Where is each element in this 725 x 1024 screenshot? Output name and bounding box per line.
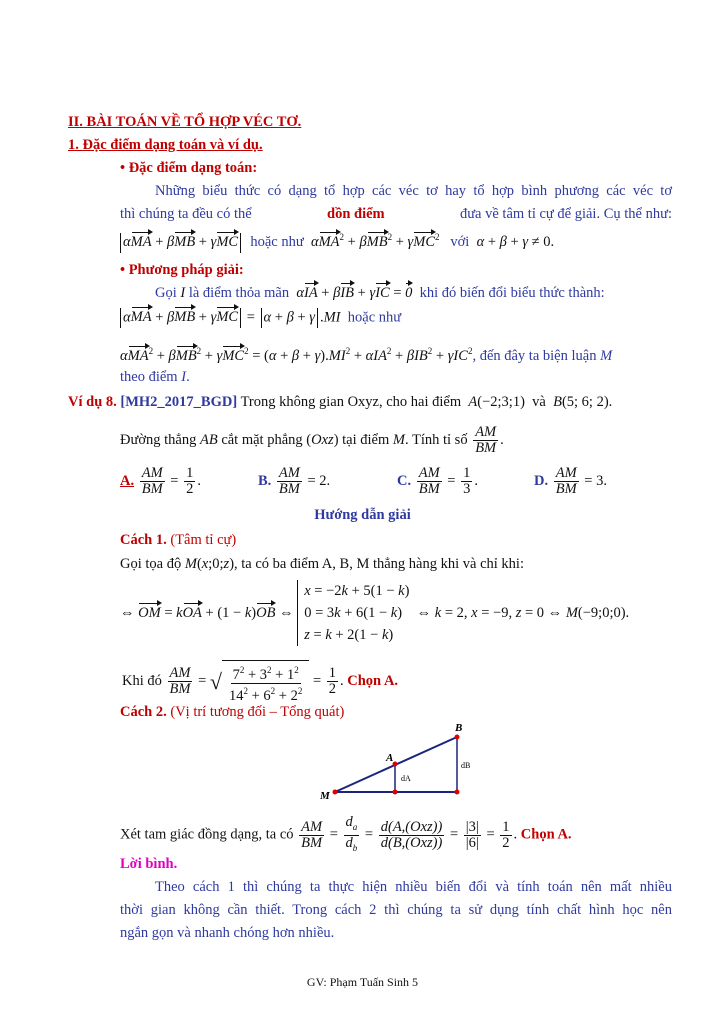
triangle-figure bbox=[310, 718, 490, 806]
point-B bbox=[455, 735, 460, 740]
label-M: M bbox=[320, 790, 330, 802]
method2-result: Xét tam giác đồng dạng, ta có $\frac{AM}{BM}$ = $\frac{d_a}{d_b}$ = $\frac{\text{d(A,(Oxz))}}{\text{d(B,(Oxz))}}$ = $\frac{|3|}{|6|}$ = $\frac{1}{2}$ . Chọn A. bbox=[120, 814, 572, 853]
p2-line3: $\alpha MA^2 + \beta MB^2 + \gamma MC^2 = (\alpha + \beta + \gamma).MI^2 + \alpha IA^2 + \beta IB^2 + \gamma IC^2$, đến đây ta biện luận M bbox=[120, 346, 613, 364]
label-A: A bbox=[386, 752, 394, 764]
foot-B bbox=[455, 790, 460, 795]
m2-text: Xét tam giác đồng dạng, ta có bbox=[120, 826, 294, 843]
method2-note: (Vị trí tương đối – Tổng quát) bbox=[170, 704, 345, 720]
p1-line2 bbox=[120, 205, 672, 223]
p1-line1: Những biểu thức có dạng tổ hợp các véc tơ hay tổ hợp bình phương các véc tơ bbox=[155, 183, 672, 199]
option-b-label: B. bbox=[258, 472, 272, 489]
p1-line2-a: thì chúng ta đều có thể bbox=[120, 206, 252, 222]
p1-formula-line: αMA + βMB + γMC hoặc như αMA$^2$ + βMB$^2$ + γMC$^2$ với α + β + γ ≠ 0. bbox=[118, 228, 554, 253]
m2-choose: Chọn A. bbox=[520, 826, 572, 843]
m1-text-a: Gọi tọa độ bbox=[120, 556, 182, 572]
example-text2a: Đường thẳng bbox=[120, 431, 197, 448]
example-text2c: tại điểm bbox=[342, 431, 390, 448]
p2-text-b: là điểm thỏa mãn bbox=[188, 285, 290, 301]
label-B: B bbox=[455, 722, 463, 734]
p2-line4: theo điểm I. bbox=[120, 369, 190, 385]
subsection-heading: 1. Đặc điểm dạng toán và ví dụ. bbox=[68, 137, 263, 153]
method1-label: Cách 1. bbox=[120, 532, 167, 548]
example-text2d: . Tính tỉ số bbox=[405, 431, 468, 448]
example-source: [MH2_2017_BGD] bbox=[120, 394, 238, 410]
p2-line1: Gọi I là điểm thỏa mãn αIA + βIB + γIC = 0 khi đó biến đổi biểu thức thành: bbox=[155, 285, 605, 301]
option-d-label: D. bbox=[534, 472, 549, 489]
method1-heading bbox=[120, 531, 236, 549]
bullet-features-title: • Đặc điểm dạng toán: bbox=[120, 160, 258, 176]
p2-line2: αMA + βMB + γMC = α + β + γ .MI hoặc như bbox=[118, 308, 401, 328]
p1-with: với bbox=[450, 233, 470, 250]
label-dB: dB bbox=[461, 761, 471, 770]
option-d: D. $\frac{AM}{BM}$ = 3. bbox=[534, 465, 607, 497]
method1-result: Khi đó $\frac{AM}{BM}$ = √ $\frac{7^2 + 3^2 + 1^2}{14^2 + 6^2 + 2^2}$ = $\frac{1}{2}$ . Chọn A. bbox=[122, 660, 398, 704]
example-and: và bbox=[532, 394, 546, 410]
method1-system: ⇔ OM = kOA + (1 − k)OB ⇔ x = −2k + 5(1 − k) 0 = 3k + 6(1 − k) z = k + 2(1 − k) ⇔ k = 2, x = −9, z = 0 ⇔ M(−9;0;0). bbox=[120, 580, 629, 646]
m1-then: Khi đó bbox=[122, 673, 162, 690]
page-footer: GV: Phạm Tuấn Sinh 5 bbox=[306, 975, 419, 989]
option-c-label: C. bbox=[397, 472, 412, 489]
remark-line2: thời gian không cần thiết. Trong cách 2 thì chúng ta sử dụng tính chất hình học nên bbox=[120, 902, 672, 918]
p1-line2-b: đưa về tâm tỉ cự để giải. Cụ thể như: bbox=[459, 206, 672, 222]
p2-text-end: , đến đây ta biện luận bbox=[472, 347, 597, 364]
p1-or: hoặc như bbox=[250, 233, 304, 250]
option-b: B. $\frac{AM}{BM}$ = 2. bbox=[258, 465, 331, 497]
p2-or: hoặc như bbox=[347, 309, 402, 326]
foot-A bbox=[393, 790, 398, 795]
p2-text-c: khi đó biến đổi biểu thức thành: bbox=[419, 285, 605, 301]
example-line1: Ví dụ 8. [MH2_2017_BGD] Trong không gian Oxyz, cho hai điểm A(−2;3;1) và B(5; 6; 2). bbox=[68, 394, 613, 410]
example-label: Ví dụ 8. bbox=[68, 394, 117, 410]
bullet-method-title: • Phương pháp giải: bbox=[120, 262, 244, 278]
example-line2: Đường thẳng AB cắt mặt phẳng (Oxz) tại điểm M. Tính tỉ số $\frac{AM}{BM}$ . bbox=[120, 424, 504, 456]
point-M bbox=[333, 790, 338, 795]
solution-title: Hướng dẫn giải bbox=[314, 507, 411, 523]
m1-choose: Chọn A. bbox=[347, 673, 399, 690]
remark-line1: Theo cách 1 thì chúng ta thực hiện nhiều biến đổi và tính toán nên mất nhiều bbox=[155, 879, 672, 895]
option-a: A. $\frac{AM}{BM}$ = $\frac{1}{2}$ . bbox=[120, 465, 201, 497]
option-c: C. $\frac{AM}{BM}$ = $\frac{1}{3}$ . bbox=[397, 465, 478, 497]
m1-text-b: , ta có ba điểm A, B, M thẳng hàng khi và chỉ khi: bbox=[234, 556, 524, 572]
p1-keyword: dồn điểm bbox=[327, 206, 385, 222]
remark-line3: ngắn gọn và nhanh chóng hơn nhiều. bbox=[120, 925, 335, 941]
section-heading: II. BÀI TOÁN VỀ TỔ HỢP VÉC TƠ. bbox=[68, 114, 302, 130]
example-text1: Trong không gian Oxyz, cho hai điểm bbox=[240, 394, 462, 410]
example-text2b: cắt mặt phẳng bbox=[221, 431, 303, 448]
method1-note: (Tâm tỉ cự) bbox=[170, 532, 237, 548]
p2-text-point: theo điểm bbox=[120, 369, 178, 385]
method2-label: Cách 2. bbox=[120, 704, 167, 720]
remark-title: Lời bình. bbox=[120, 856, 178, 872]
option-a-label: A. bbox=[120, 472, 135, 489]
label-dA: dA bbox=[401, 774, 411, 783]
p2-text-a: Gọi bbox=[155, 285, 177, 301]
method1-line1: Gọi tọa độ M(x;0;z), ta có ba điểm A, B, M thẳng hàng khi và chỉ khi: bbox=[120, 556, 524, 572]
